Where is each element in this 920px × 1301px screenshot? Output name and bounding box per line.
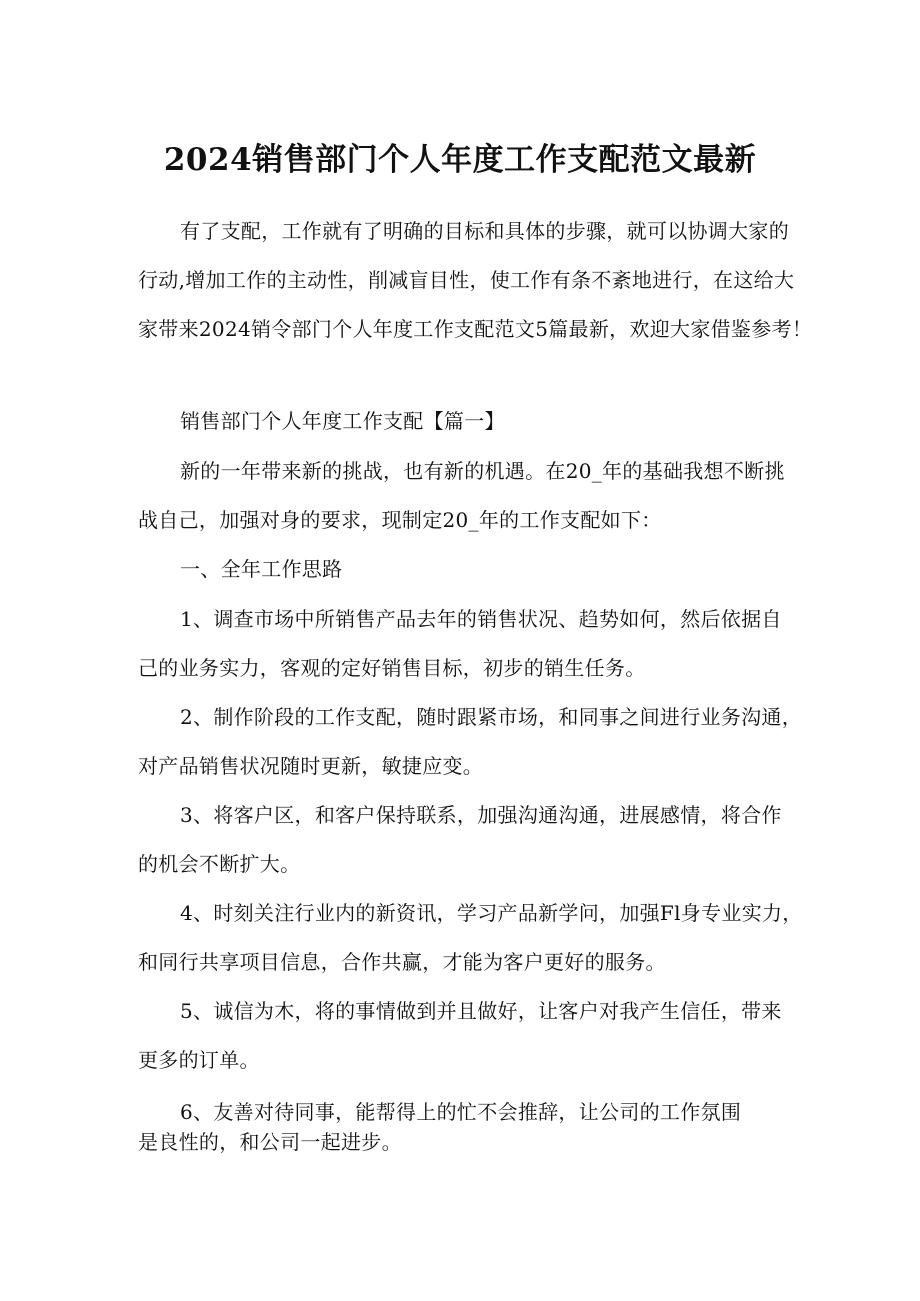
intro-line-1: 有了支配，工作就有了明确的目标和具体的步骤，就可以协调大家的 bbox=[180, 219, 789, 243]
list-item-line: 2、制作阶段的工作支配，随时跟紧市场，和同事之间进行业务沟通， bbox=[180, 705, 803, 729]
list-item-line: 更多的订单。 bbox=[138, 1048, 260, 1072]
list-item-line: 3、将客户区，和客户保持联系，加强沟通沟通，进展感情，将合作 bbox=[180, 803, 782, 827]
list-item-line: 1、调查市场中所销售产品去年的销售状况、趋势如何，然后依据自 bbox=[180, 607, 782, 631]
list-item-line: 的机会不断扩大。 bbox=[138, 852, 301, 876]
subsection-heading: 一、全年工作思路 bbox=[180, 557, 343, 581]
body-line: 战自己，加强对身的要求，现制定20_年的工作支配如下： bbox=[138, 508, 662, 532]
list-item-line: 5、诚信为木，将的事情做到并且做好，让客户对我产生信任，带来 bbox=[180, 999, 782, 1023]
section-heading: 销售部门个人年度工作支配【篇一】 bbox=[180, 409, 505, 433]
body-line: 新的一年带来新的挑战，也有新的机遇。在20_年的基础我想不断挑 bbox=[180, 459, 785, 483]
list-item-line: 是良性的，和公司一起进步。 bbox=[138, 1130, 402, 1154]
list-item-line: 己的业务实力，客观的定好销售目标，初步的销生任务。 bbox=[138, 656, 646, 680]
list-item-line: 4、时刻关注行业内的新资讯，学习产品新学问，加强Fl身专业实力， bbox=[180, 901, 803, 925]
intro-line-2: 行动,增加工作的主动性，削减盲目性，使工作有条不紊地进行，在这给大 bbox=[138, 268, 795, 292]
list-item-line: 和同行共享项目信息，合作共赢，才能为客户更好的服务。 bbox=[138, 950, 666, 974]
list-item-line: 对产品销售状况随时更新，敏捷应变。 bbox=[138, 754, 484, 778]
document-title: 2024销售部门个人年度工作支配范文最新 bbox=[163, 142, 757, 178]
list-item-line: 6、友善对待同事，能帮得上的忙不会推辞，让公司的工作氛围 bbox=[180, 1100, 742, 1124]
intro-line-3: 家带来2024销令部门个人年度工作支配范文5篇最新，欢迎大家借鉴参考！ bbox=[138, 317, 813, 341]
